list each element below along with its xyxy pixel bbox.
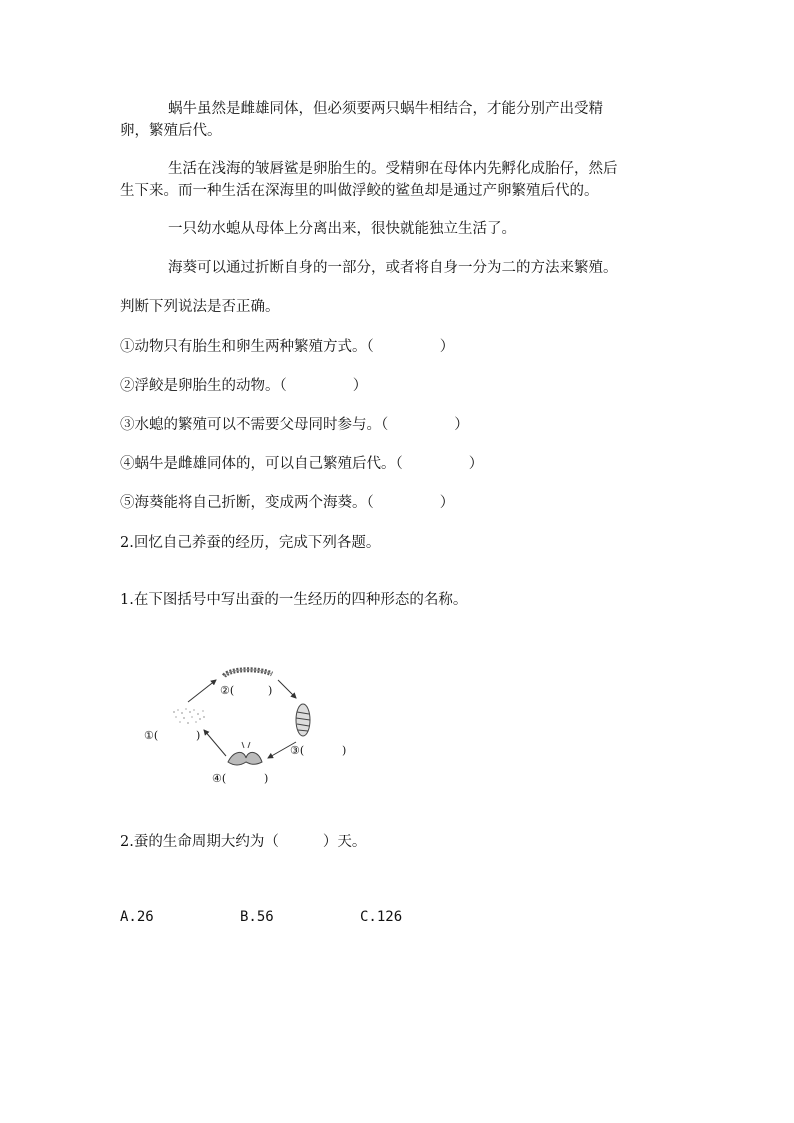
label-stage-2-close: ) [268, 684, 273, 697]
label-stage-3: ③( [290, 744, 305, 757]
judge-item-3 [120, 415, 469, 435]
question-2-title: 2.回忆自己养蚕的经历，完成下列各题。 [120, 535, 381, 551]
judge-item-text: ④蜗牛是雌雄同体的，可以自己繁殖后代。（ [120, 456, 403, 472]
sub2-text-before: 2.蚕的生命周期大约为（ [120, 834, 279, 850]
judge-item-2 [120, 376, 367, 396]
judge-item-4 [120, 454, 483, 474]
judge-item-close: ） [439, 339, 455, 355]
silkworm-lifecycle-diagram [140, 662, 360, 792]
judge-item-text: ⑤海葵能将自己折断，变成两个海葵。（ [120, 495, 374, 511]
eggs-icon [173, 708, 205, 724]
moth-icon [228, 742, 262, 765]
judge-item-close: ） [468, 456, 484, 472]
sub2-text-after: ）天。 [322, 834, 367, 850]
judge-item-1 [120, 337, 454, 357]
judge-item-text: ②浮鲛是卵胎生的动物。（ [120, 378, 287, 394]
larva-icon [224, 670, 272, 676]
label-stage-2: ②( [220, 684, 235, 697]
passage-line-6: 海葵可以通过折断自身的一部分，或者将自身一分为二的方法来繁殖。 [168, 260, 618, 276]
question-2-sub1: 1.在下图括号中写出蚕的一生经历的四种形态的名称。 [120, 592, 468, 608]
label-stage-4: ④( [212, 772, 227, 785]
passage-line-4: 生下来。而一种生活在深海里的叫做浮鲛的鲨鱼却是通过产卵繁殖后代的。 [120, 183, 599, 199]
passage-line-1: 蜗牛虽然是雌雄同体，但必须要两只蜗牛相结合，才能分别产出受精 [168, 101, 603, 117]
question-2-sub2 [120, 832, 366, 852]
label-stage-1: ①( [144, 729, 159, 742]
arrow-eggs-to-larva [188, 680, 216, 702]
judge-item-5 [120, 493, 454, 513]
judge-item-text: ①动物只有胎生和卵生两种繁殖方式。（ [120, 339, 374, 355]
label-stage-1-close: ) [196, 729, 201, 742]
pupa-icon [296, 704, 310, 736]
judge-prompt: 判断下列说法是否正确。 [120, 299, 280, 315]
passage-line-5: 一只幼水螅从母体上分离出来，很快就能独立生活了。 [168, 221, 516, 237]
option-a[interactable]: A.26 [120, 909, 154, 925]
judge-item-close: ） [439, 495, 455, 511]
passage-line-3: 生活在浅海的皱唇鲨是卵胎生的。受精卵在母体内先孵化成胎仔，然后 [168, 161, 618, 177]
arrow-moth-to-eggs [204, 730, 226, 756]
label-stage-3-close: ) [342, 744, 347, 757]
option-b[interactable]: B.56 [240, 909, 274, 925]
option-c[interactable]: C.126 [360, 909, 403, 925]
judge-item-close: ） [454, 417, 469, 433]
passage-line-2: 卵，繁殖后代。 [120, 123, 222, 139]
arrow-larva-to-pupa [278, 680, 296, 698]
judge-item-close: ） [352, 378, 368, 394]
judge-item-text: ③水螅的繁殖可以不需要父母同时参与。（ [120, 417, 389, 433]
label-stage-4-close: ) [264, 772, 269, 785]
